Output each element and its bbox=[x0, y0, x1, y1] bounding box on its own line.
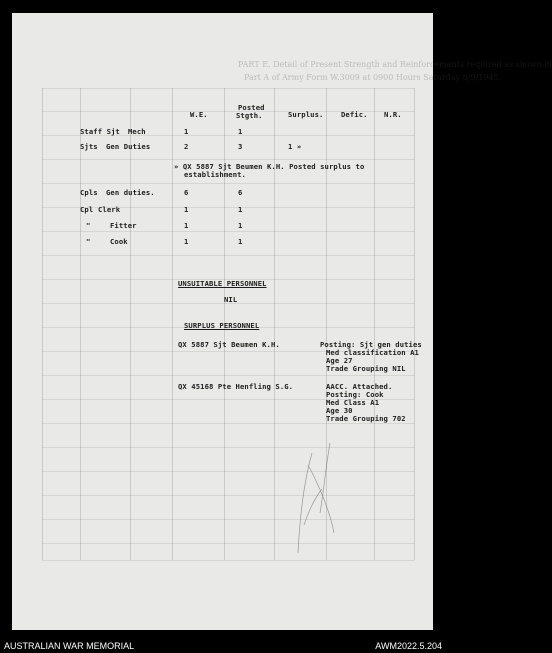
row-posted: 1 bbox=[238, 205, 243, 214]
row-duty: Gen duties. bbox=[106, 188, 155, 197]
col-header-stgth: Stgth. bbox=[236, 111, 263, 120]
surplus-entry-line: Med Class A1 bbox=[326, 398, 380, 407]
surplus-entry-line: Trade Grouping NIL bbox=[326, 364, 406, 373]
row-duty: Gen Duties bbox=[106, 142, 151, 151]
form-header-line: PART E. Detail of Present Strength and Reinforcements required as shown in bbox=[238, 60, 552, 69]
surplus-entry-line: Posting: Sjt gen duties bbox=[320, 340, 422, 349]
document-page bbox=[12, 13, 552, 630]
surplus-note: establishment. bbox=[184, 170, 246, 179]
surplus-entry-line: Trade Grouping 702 bbox=[326, 414, 406, 423]
row-posted: 1 bbox=[238, 237, 243, 246]
archive-footer bbox=[0, 639, 446, 653]
row-surplus: 1 » bbox=[288, 142, 302, 151]
surplus-entry-line: Med classification A1 bbox=[326, 348, 419, 357]
row-duty: Cook bbox=[110, 237, 128, 246]
row-posted: 6 bbox=[238, 188, 243, 197]
pencil-scribble bbox=[12, 13, 433, 630]
col-header-defic: Defic. bbox=[341, 110, 368, 119]
col-header-surplus: Surplus. bbox=[288, 110, 324, 119]
surplus-entry-name: QX 5887 Sjt Beumen K.H. bbox=[178, 340, 280, 349]
row-we: 1 bbox=[184, 205, 189, 214]
surplus-entry-line: AACC. Attached. bbox=[326, 382, 393, 391]
col-header-posted: Posted bbox=[238, 103, 265, 112]
row-duty: Mech bbox=[128, 127, 146, 136]
archive-reference: AWM2022.5.204 bbox=[375, 641, 442, 651]
row-rank: Staff Sjt bbox=[80, 127, 120, 136]
row-posted: 1 bbox=[238, 127, 243, 136]
row-duty: Clerk bbox=[98, 205, 121, 214]
surplus-entry-line: Age 30 bbox=[326, 406, 353, 415]
surplus-entry-line: Posting: Cook bbox=[326, 390, 384, 399]
unsuitable-value: NIL bbox=[224, 295, 238, 304]
row-we: 1 bbox=[184, 127, 189, 136]
col-header-nr: N.R. bbox=[384, 110, 402, 119]
row-we: 6 bbox=[184, 188, 189, 197]
surplus-entry-name: QX 45168 Pte Henfling S.G. bbox=[178, 382, 294, 391]
row-duty: Fitter bbox=[110, 221, 137, 230]
form-header-line: Part A of Army Form W.3009 at 0900 Hours Saturday 8/9/1945. bbox=[244, 73, 502, 82]
surplus-heading: SURPLUS PERSONNEL bbox=[184, 321, 260, 330]
surplus-entry-line: Age 27 bbox=[326, 356, 353, 365]
row-we: 2 bbox=[184, 142, 189, 151]
row-posted: 1 bbox=[238, 221, 243, 230]
row-posted: 3 bbox=[238, 142, 243, 151]
row-we: 1 bbox=[184, 221, 189, 230]
col-header-we: W.E. bbox=[190, 110, 208, 119]
row-rank: " bbox=[86, 237, 91, 246]
archive-name: AUSTRALIAN WAR MEMORIAL bbox=[4, 641, 135, 651]
unsuitable-heading: UNSUITABLE PERSONNEL bbox=[178, 279, 267, 288]
surplus-note: » QX 5887 Sjt Beumen K.H. Posted surplus to bbox=[174, 162, 365, 171]
row-rank: Sjts bbox=[80, 142, 98, 151]
row-rank: Cpls bbox=[80, 188, 98, 197]
row-rank: " bbox=[86, 221, 91, 230]
row-rank: Cpl bbox=[80, 205, 94, 214]
row-we: 1 bbox=[184, 237, 189, 246]
